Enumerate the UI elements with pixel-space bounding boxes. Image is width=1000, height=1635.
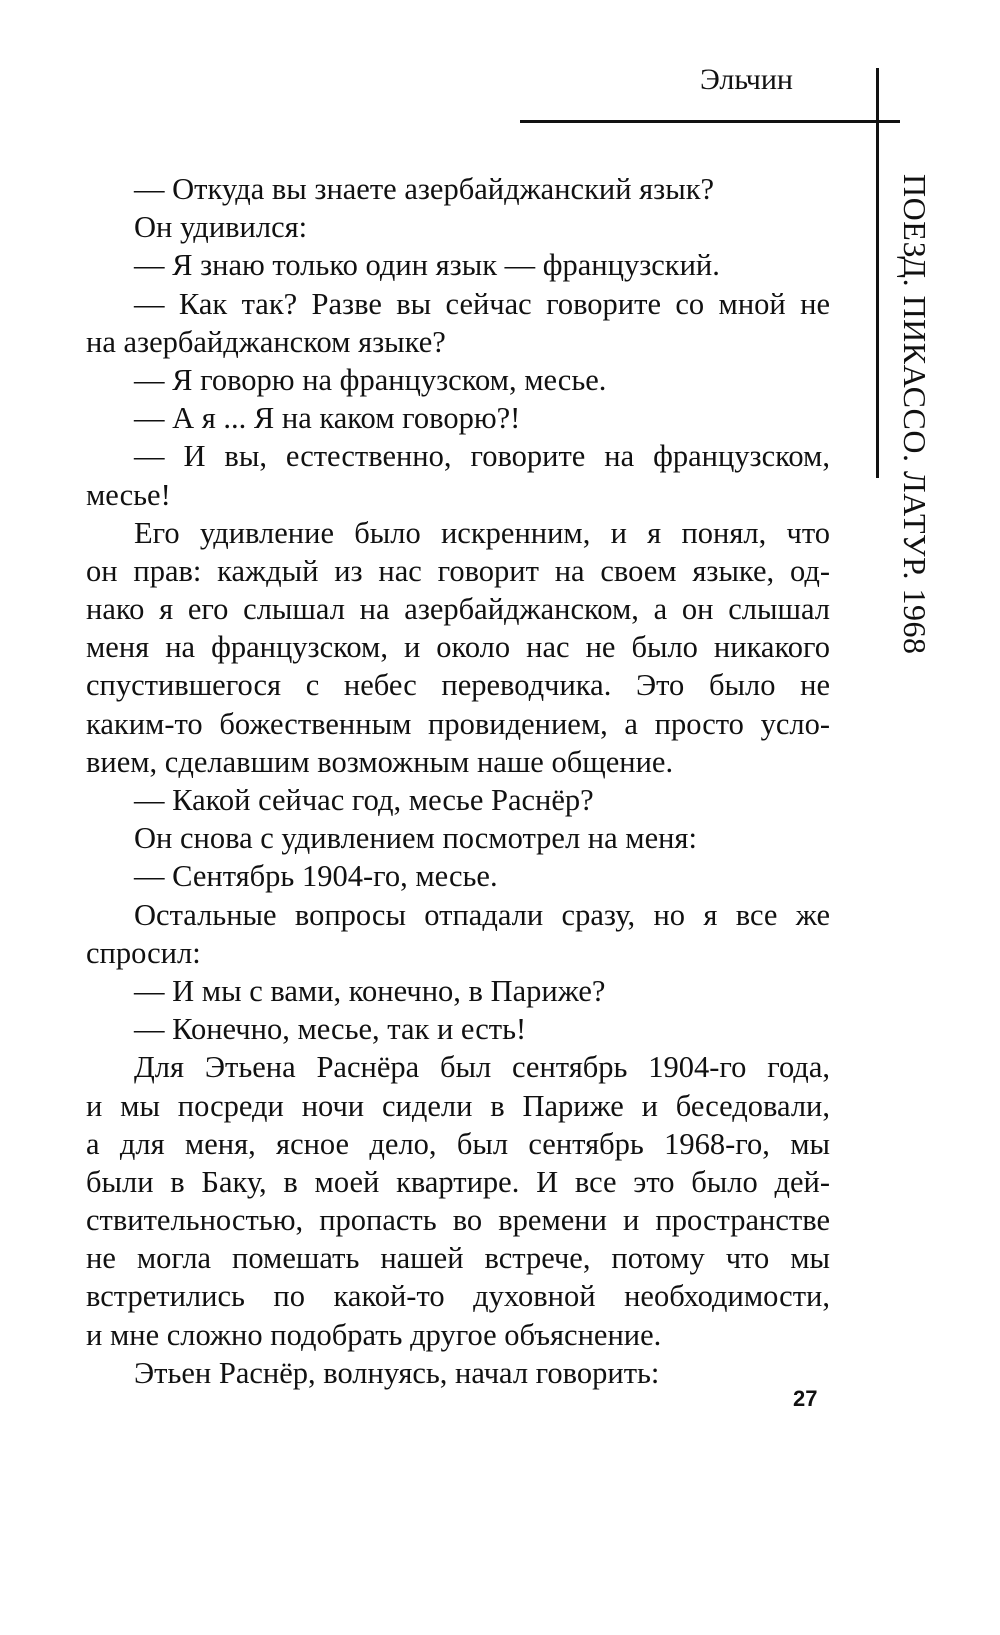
header-rule-horizontal bbox=[520, 120, 900, 123]
text-line: он прав: каждый из нас говорит на своем языке, од- bbox=[86, 553, 830, 588]
text-line: — Сентябрь 1904-го, месье. bbox=[134, 859, 498, 894]
text-line: Он снова с удивлением посмотрел на меня: bbox=[134, 821, 697, 856]
text-line: а для меня, ясное дело, был сентябрь 1968-го, мы bbox=[86, 1126, 830, 1161]
text-line: меня на французском, и около нас не было никакого bbox=[86, 630, 830, 665]
body-text bbox=[86, 170, 830, 1392]
text-line: — Откуда вы знаете азербайджанский язык? bbox=[134, 172, 715, 206]
text-line: Для Этьена Раснёра был сентябрь 1904-го года, bbox=[134, 1050, 830, 1085]
text-line: спустившегося с небес переводчика. Это было не bbox=[86, 668, 830, 703]
text-line: не могла помешать нашей встрече, потому что мы bbox=[86, 1241, 830, 1276]
text-line: на азербайджанском языке? bbox=[86, 324, 446, 359]
text-line: вием, сделавшим возможным наше общение. bbox=[86, 744, 674, 779]
header-rule-vertical bbox=[876, 68, 879, 478]
text-line: Этьен Раснёр, волнуясь, начал говорить: bbox=[134, 1355, 660, 1390]
text-line: Он удивился: bbox=[134, 210, 308, 245]
text-line: — Какой сейчас год, месье Раснёр? bbox=[134, 783, 594, 817]
header-author: Эльчин bbox=[700, 63, 793, 96]
text-line: — Я знаю только один язык — французский. bbox=[134, 248, 720, 283]
page-number: 27 bbox=[793, 1386, 818, 1411]
text-line: — И мы с вами, конечно, в Париже? bbox=[134, 973, 606, 1008]
text-line: — Я говорю на французском, месье. bbox=[134, 362, 607, 397]
text-line: — А я ... Я на каком говорю?! bbox=[134, 401, 521, 436]
text-line: были в Баку, в моей квартире. И все это было дей- bbox=[86, 1164, 830, 1199]
text-line: и мы посреди ночи сидели в Париже и беседовали, bbox=[86, 1088, 830, 1123]
text-line: и мне сложно подобрать другое объяснение. bbox=[86, 1317, 662, 1352]
text-line: месье! bbox=[86, 477, 171, 512]
text-line: Остальные вопросы отпадали сразу, но я все же bbox=[134, 897, 830, 932]
text-line: нако я его слышал на азербайджанском, а он слышал bbox=[86, 592, 830, 627]
text-line: каким-то божественным провидением, а просто усло- bbox=[86, 706, 830, 741]
text-line: Его удивление было искренним, и я понял, что bbox=[134, 515, 830, 550]
text-line: спросил: bbox=[86, 935, 201, 970]
running-title: ПОЕЗД. ПИКАССО. ЛАТУР. 1968 bbox=[897, 174, 933, 655]
text-line: — Как так? Разве вы сейчас говорите со мной не bbox=[134, 286, 830, 321]
text-line: — И вы, естественно, говорите на французском, bbox=[134, 439, 830, 474]
text-line: ствительностью, пропасть во времени и пространстве bbox=[86, 1203, 830, 1238]
text-line: встретились по какой-то духовной необходимости, bbox=[86, 1279, 830, 1314]
text-line: — Конечно, месье, так и есть! bbox=[134, 1012, 527, 1047]
